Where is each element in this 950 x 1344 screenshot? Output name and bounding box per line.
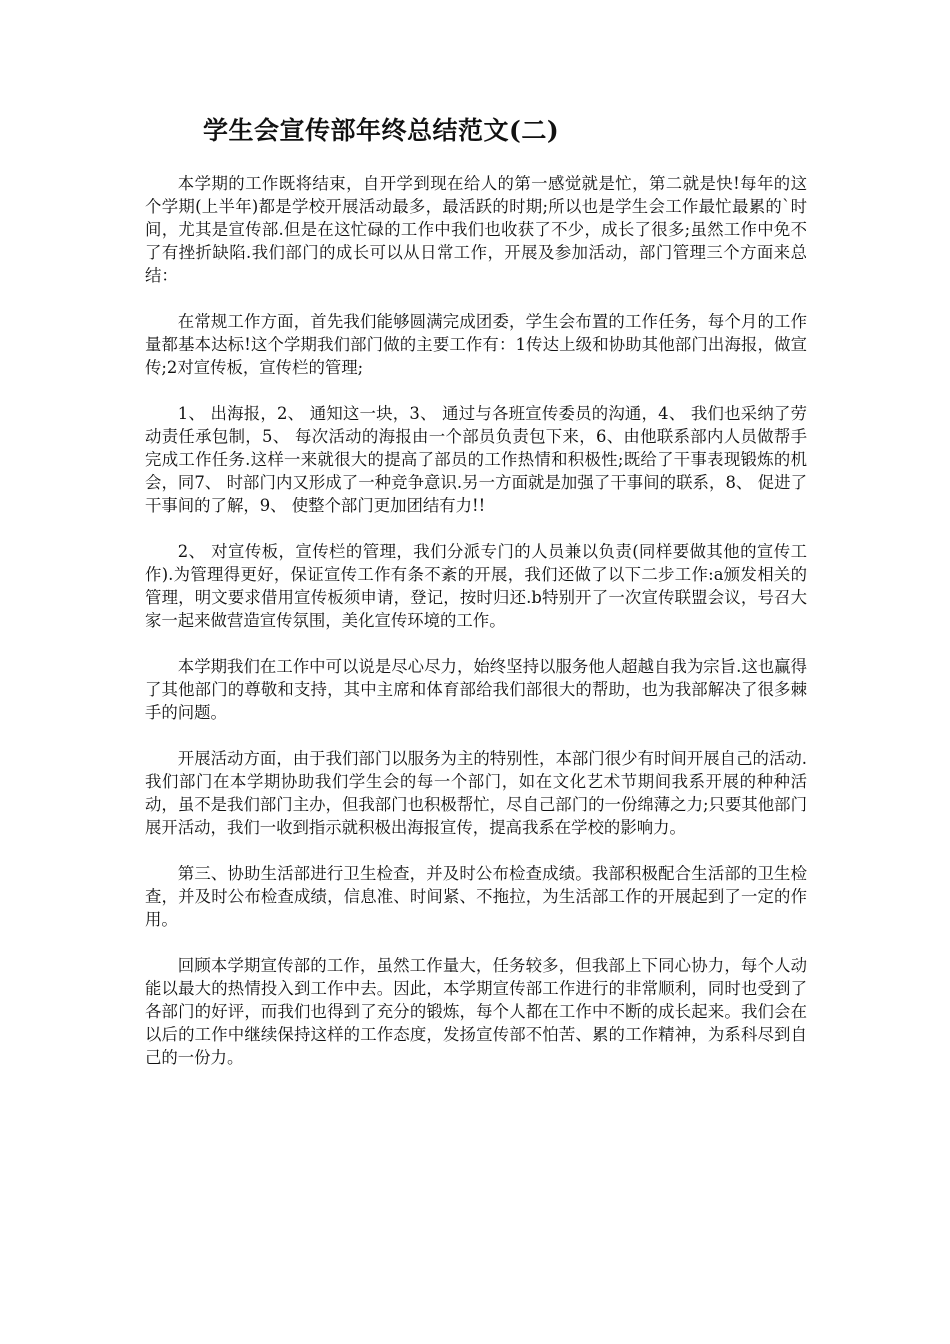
paragraph-intro: 本学期的工作既将结束，自开学到现在给人的第一感觉就是忙，第二就是快!每年的这个学期(上半年)都是学校开展活动最多，最活跃的时期;所以也是学生会工作最忙最累的`时间，尤其是宣传部.但是在这忙碌的工作中我们也收获了不少，成长了很多;虽然工作中免不了有挫折缺陷.我们部门的成长可以从日常工作，开展及参加活动，部门管理三个方面来总结： [145, 174, 807, 285]
document-page [145, 110, 807, 1092]
paragraph-conclusion: 回顾本学期宣传部的工作，虽然工作量大，任务较多，但我部上下同心协力，每个人动能以最大的热情投入到工作中去。因此，本学期宣传部工作进行的非常顺利，同时也受到了各部门的好评，而我们也得到了充分的锻炼，每个人都在工作中不断的成长起来。我们会在以后的工作中继续保持这样的工作态度，发扬宣传部不怕苦、累的工作精神，为系科尽到自己的一份力。 [145, 956, 807, 1067]
paragraph-hygiene-check: 第三、协助生活部进行卫生检查，并及时公布检查成绩。我部积极配合生活部的卫生检查，并及时公布检查成绩，信息准、时间紧、不拖拉，为生活部工作的开展起到了一定的作用。 [145, 864, 807, 929]
document-title: 学生会宣传部年终总结范文(二) [203, 116, 560, 145]
paragraph-board-management: 2、 对宣传板，宣传栏的管理，我们分派专门的人员兼以负责(同样要做其他的宣传工作).为管理得更好，保证宣传工作有条不紊的开展，我们还做了以下二步工作:a颁发相关的管理，明文要求借用宣传板须申请，登记，按时归还.b特别开了一次宣传联盟会议，号召大家一起来做营造宣传氛围，美化宣传环境的工作。 [145, 542, 807, 630]
paragraph-routine-work: 在常规工作方面，首先我们能够圆满完成团委，学生会布置的工作任务，每个月的工作量都基本达标!这个学期我们部门做的主要工作有：1传达上级和协助其他部门出海报，做宣传;2对宣传板，宣传栏的管理; [145, 312, 807, 377]
paragraph-poster-work: 1、 出海报，2、 通知这一块，3、 通过与各班宣传委员的沟通，4、 我们也采纳了劳动责任承包制，5、 每次活动的海报由一个部员负责包下来，6、由他联系部内人员做帮手完成工作任务.这样一来就很大的提高了部员的工作热情和积极性;既给了干事表现锻炼的机会，同7、 时部门内又形成了一种竞争意识.另一方面就是加强了干事间的联系，8、 促进了干事间的了解，9、 使整个部门更加团结有力!! [145, 404, 807, 515]
paragraph-activities: 开展活动方面，由于我们部门以服务为主的特别性，本部门很少有时间开展自己的活动.我们部门在本学期协助我们学生会的每一个部门，如在文化艺术节期间我系开展的种种活动，虽不是我们部门主办，但我部门也积极帮忙，尽自己部门的一份绵薄之力;只要其他部门展开活动，我们一收到指示就积极出海报宣传，提高我系在学校的影响力。 [145, 749, 807, 837]
paragraph-service-spirit: 本学期我们在工作中可以说是尽心尽力，始终坚持以服务他人超越自我为宗旨.这也赢得了其他部门的尊敬和支持，其中主席和体育部给我们部很大的帮助，也为我部解决了很多棘手的问题。 [145, 657, 807, 722]
